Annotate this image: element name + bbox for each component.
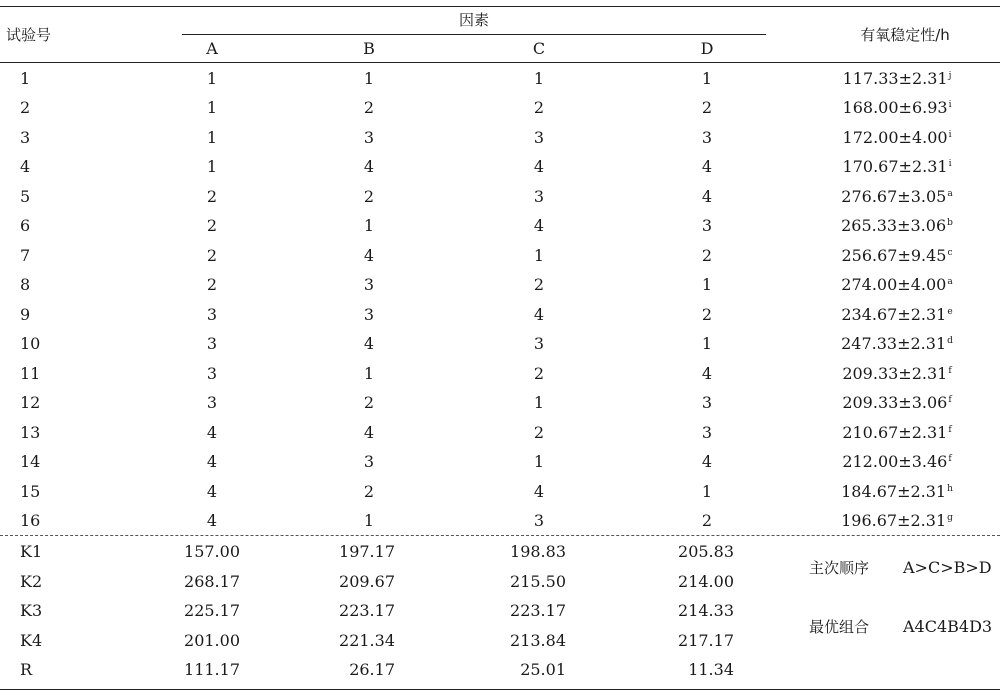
summary-label-cell: K4 [20, 631, 43, 650]
factor-c-level-cell: 2 [533, 423, 545, 442]
significance-letter: c [947, 248, 953, 258]
trial-number-cell: 15 [20, 482, 41, 501]
summary-d-value-cell: 205.83 [678, 542, 734, 561]
stability-value: 276.67±3.05 [841, 187, 947, 206]
factor-d-level-cell: 1 [701, 482, 713, 501]
significance-letter: f [948, 425, 952, 435]
factor-d-level-cell: 4 [701, 157, 713, 176]
factor-b-level-cell: 4 [363, 157, 375, 176]
stability-value: 212.00±3.46 [842, 452, 948, 471]
factor-a-level-cell: 4 [206, 482, 218, 501]
stability-value: 210.67±2.31 [842, 423, 948, 442]
trial-number-cell: 12 [20, 393, 41, 412]
factor-b-level-cell: 3 [363, 305, 375, 324]
factor-a-level-cell: 3 [206, 305, 218, 324]
summary-a-value-cell: 111.17 [184, 660, 240, 679]
significance-letter: a [947, 277, 953, 287]
summary-a-value-cell: 268.17 [184, 572, 240, 591]
significance-letter: i [948, 159, 952, 169]
factor-a-level-cell: 1 [206, 69, 218, 88]
trial-number-cell: 3 [20, 128, 31, 147]
trial-number-cell: 1 [20, 69, 31, 88]
factor-d-level-cell: 2 [701, 511, 713, 530]
factor-group-rule [182, 34, 766, 35]
factor-d-level-cell: 1 [701, 69, 713, 88]
significance-letter: j [948, 71, 952, 81]
factor-c-level-cell: 1 [533, 452, 545, 471]
factor-d-level-cell: 4 [701, 187, 713, 206]
factor-b-level-cell: 3 [363, 128, 375, 147]
summary-c-value-cell: 198.83 [510, 542, 566, 561]
factor-b-level-cell: 2 [363, 187, 375, 206]
factor-b-level-cell: 1 [363, 364, 375, 383]
significance-letter: f [948, 454, 952, 464]
header-bottom-rule [0, 62, 1000, 63]
summary-divider [0, 535, 1000, 536]
summary-c-value-cell: 25.01 [520, 660, 566, 679]
header-factor-d: D [700, 39, 714, 58]
factor-d-level-cell: 3 [701, 216, 713, 235]
header-factor-c: C [532, 39, 546, 58]
summary-b-value-cell: 209.67 [339, 572, 395, 591]
summary-a-value-cell: 201.00 [184, 631, 240, 650]
factor-b-level-cell: 1 [363, 511, 375, 530]
summary-b-value-cell: 223.17 [339, 601, 395, 620]
factor-c-level-cell: 3 [533, 187, 545, 206]
summary-c-value-cell: 213.84 [510, 631, 566, 650]
factor-c-level-cell: 2 [533, 98, 545, 117]
significance-letter: f [948, 366, 952, 376]
order-value: A>C>B>D [903, 558, 992, 577]
factor-a-level-cell: 2 [206, 275, 218, 294]
factor-d-level-cell: 1 [701, 275, 713, 294]
order-label: 主次顺序 [809, 559, 870, 577]
summary-c-value-cell: 215.50 [510, 572, 566, 591]
aerobic-stability-cell [843, 157, 952, 177]
factor-b-level-cell: 1 [363, 216, 375, 235]
header-aerobic-stability: 有氧稳定性/h [860, 26, 950, 44]
trial-number-cell: 14 [20, 452, 41, 471]
header-factor-a: A [206, 39, 218, 58]
factor-b-level-cell: 4 [363, 334, 375, 353]
factor-d-level-cell: 2 [701, 305, 713, 324]
significance-letter: a [947, 189, 953, 199]
factor-b-level-cell: 3 [363, 275, 375, 294]
summary-d-value-cell: 214.00 [678, 572, 734, 591]
summary-label-cell: R [20, 660, 33, 679]
stability-value: 274.00±4.00 [841, 275, 947, 294]
trial-number-cell: 8 [20, 275, 31, 294]
factor-c-level-cell: 4 [533, 305, 545, 324]
stability-value: 117.33±2.31 [842, 69, 948, 88]
factor-c-level-cell: 1 [533, 246, 545, 265]
trial-number-cell: 7 [20, 246, 31, 265]
factor-a-level-cell: 2 [206, 187, 218, 206]
factor-d-level-cell: 2 [701, 246, 713, 265]
summary-b-value-cell: 26.17 [349, 660, 395, 679]
factor-b-level-cell: 3 [363, 452, 375, 471]
stability-value: 234.67±2.31 [841, 305, 947, 324]
stability-value: 265.33±3.06 [841, 216, 947, 235]
trial-number-cell: 10 [20, 334, 41, 353]
factor-a-level-cell: 1 [206, 157, 218, 176]
factor-c-level-cell: 4 [533, 216, 545, 235]
factor-c-level-cell: 3 [533, 128, 545, 147]
factor-a-level-cell: 3 [206, 334, 218, 353]
significance-letter: e [947, 307, 953, 317]
significance-letter: f [948, 395, 952, 405]
factor-b-level-cell: 1 [363, 69, 375, 88]
summary-label-cell: K2 [20, 572, 43, 591]
top-rule [0, 6, 1000, 7]
combo-label: 最优组合 [809, 618, 870, 636]
stability-value: 196.67±2.31 [841, 511, 947, 530]
aerobic-stability-cell [843, 128, 952, 148]
factor-a-level-cell: 4 [206, 452, 218, 471]
header-factor-group: 因素 [458, 11, 490, 29]
factor-a-level-cell: 3 [206, 364, 218, 383]
trial-number-cell: 4 [20, 157, 31, 176]
factor-a-level-cell: 4 [206, 511, 218, 530]
factor-a-level-cell: 1 [206, 128, 218, 147]
factor-d-level-cell: 1 [701, 334, 713, 353]
combo-value: A4C4B4D3 [903, 617, 993, 636]
significance-letter: i [948, 100, 952, 110]
header-trial-number: 试验号 [6, 26, 52, 44]
aerobic-stability-cell [841, 305, 952, 325]
factor-d-level-cell: 2 [701, 98, 713, 117]
factor-d-level-cell: 3 [701, 128, 713, 147]
summary-d-value-cell: 217.17 [678, 631, 734, 650]
factor-d-level-cell: 3 [701, 423, 713, 442]
factor-c-level-cell: 3 [533, 511, 545, 530]
aerobic-stability-cell [841, 334, 953, 354]
factor-a-level-cell: 4 [206, 423, 218, 442]
aerobic-stability-cell [842, 393, 951, 413]
significance-letter: b [947, 218, 953, 228]
summary-d-value-cell: 11.34 [688, 660, 734, 679]
summary-b-value-cell: 197.17 [339, 542, 395, 561]
stability-value: 184.67±2.31 [841, 482, 947, 501]
aerobic-stability-cell [841, 275, 952, 295]
summary-d-value-cell: 214.33 [678, 601, 734, 620]
stability-value: 209.33±3.06 [842, 393, 948, 412]
trial-number-cell: 11 [20, 364, 41, 383]
trial-number-cell: 2 [20, 98, 31, 117]
aerobic-stability-cell [843, 69, 952, 89]
stability-value: 168.00±6.93 [842, 98, 948, 117]
significance-letter: g [947, 513, 953, 523]
header-factor-b: B [363, 39, 375, 58]
trial-number-cell: 5 [20, 187, 31, 206]
factor-c-level-cell: 1 [533, 69, 545, 88]
factor-c-level-cell: 4 [533, 482, 545, 501]
summary-label-cell: K1 [20, 542, 43, 561]
aerobic-stability-cell [841, 511, 953, 531]
factor-d-level-cell: 4 [701, 364, 713, 383]
summary-b-value-cell: 221.34 [339, 631, 395, 650]
significance-letter: d [947, 336, 953, 346]
summary-a-value-cell: 225.17 [184, 601, 240, 620]
trial-number-cell: 16 [20, 511, 41, 530]
factor-b-level-cell: 2 [363, 98, 375, 117]
significance-letter: i [948, 130, 952, 140]
aerobic-stability-cell [842, 364, 951, 384]
aerobic-stability-cell [842, 452, 951, 472]
summary-c-value-cell: 223.17 [510, 601, 566, 620]
factor-b-level-cell: 4 [363, 423, 375, 442]
stability-value: 209.33±2.31 [842, 364, 948, 383]
aerobic-stability-cell [842, 423, 951, 443]
stability-value: 170.67±2.31 [842, 157, 948, 176]
factor-b-level-cell: 2 [363, 393, 375, 412]
factor-d-level-cell: 4 [701, 452, 713, 471]
bottom-rule [0, 689, 1000, 690]
significance-letter: h [947, 484, 953, 494]
aerobic-stability-cell [841, 187, 952, 207]
factor-a-level-cell: 3 [206, 393, 218, 412]
summary-label-cell: K3 [20, 601, 43, 620]
factor-a-level-cell: 1 [206, 98, 218, 117]
stability-value: 247.33±2.31 [841, 334, 947, 353]
trial-number-cell: 13 [20, 423, 41, 442]
factor-c-level-cell: 1 [533, 393, 545, 412]
factor-c-level-cell: 2 [533, 364, 545, 383]
factor-a-level-cell: 2 [206, 216, 218, 235]
stability-value: 172.00±4.00 [842, 128, 948, 147]
aerobic-stability-cell [843, 98, 952, 118]
trial-number-cell: 6 [20, 216, 31, 235]
factor-c-level-cell: 2 [533, 275, 545, 294]
aerobic-stability-cell [841, 216, 953, 236]
trial-number-cell: 9 [20, 305, 31, 324]
factor-a-level-cell: 2 [206, 246, 218, 265]
factor-c-level-cell: 3 [533, 334, 545, 353]
factor-b-level-cell: 2 [363, 482, 375, 501]
factor-d-level-cell: 3 [701, 393, 713, 412]
factor-c-level-cell: 4 [533, 157, 545, 176]
aerobic-stability-cell [841, 482, 953, 502]
stability-value: 256.67±9.45 [841, 246, 947, 265]
aerobic-stability-cell [841, 246, 952, 266]
summary-a-value-cell: 157.00 [184, 542, 240, 561]
factor-b-level-cell: 4 [363, 246, 375, 265]
